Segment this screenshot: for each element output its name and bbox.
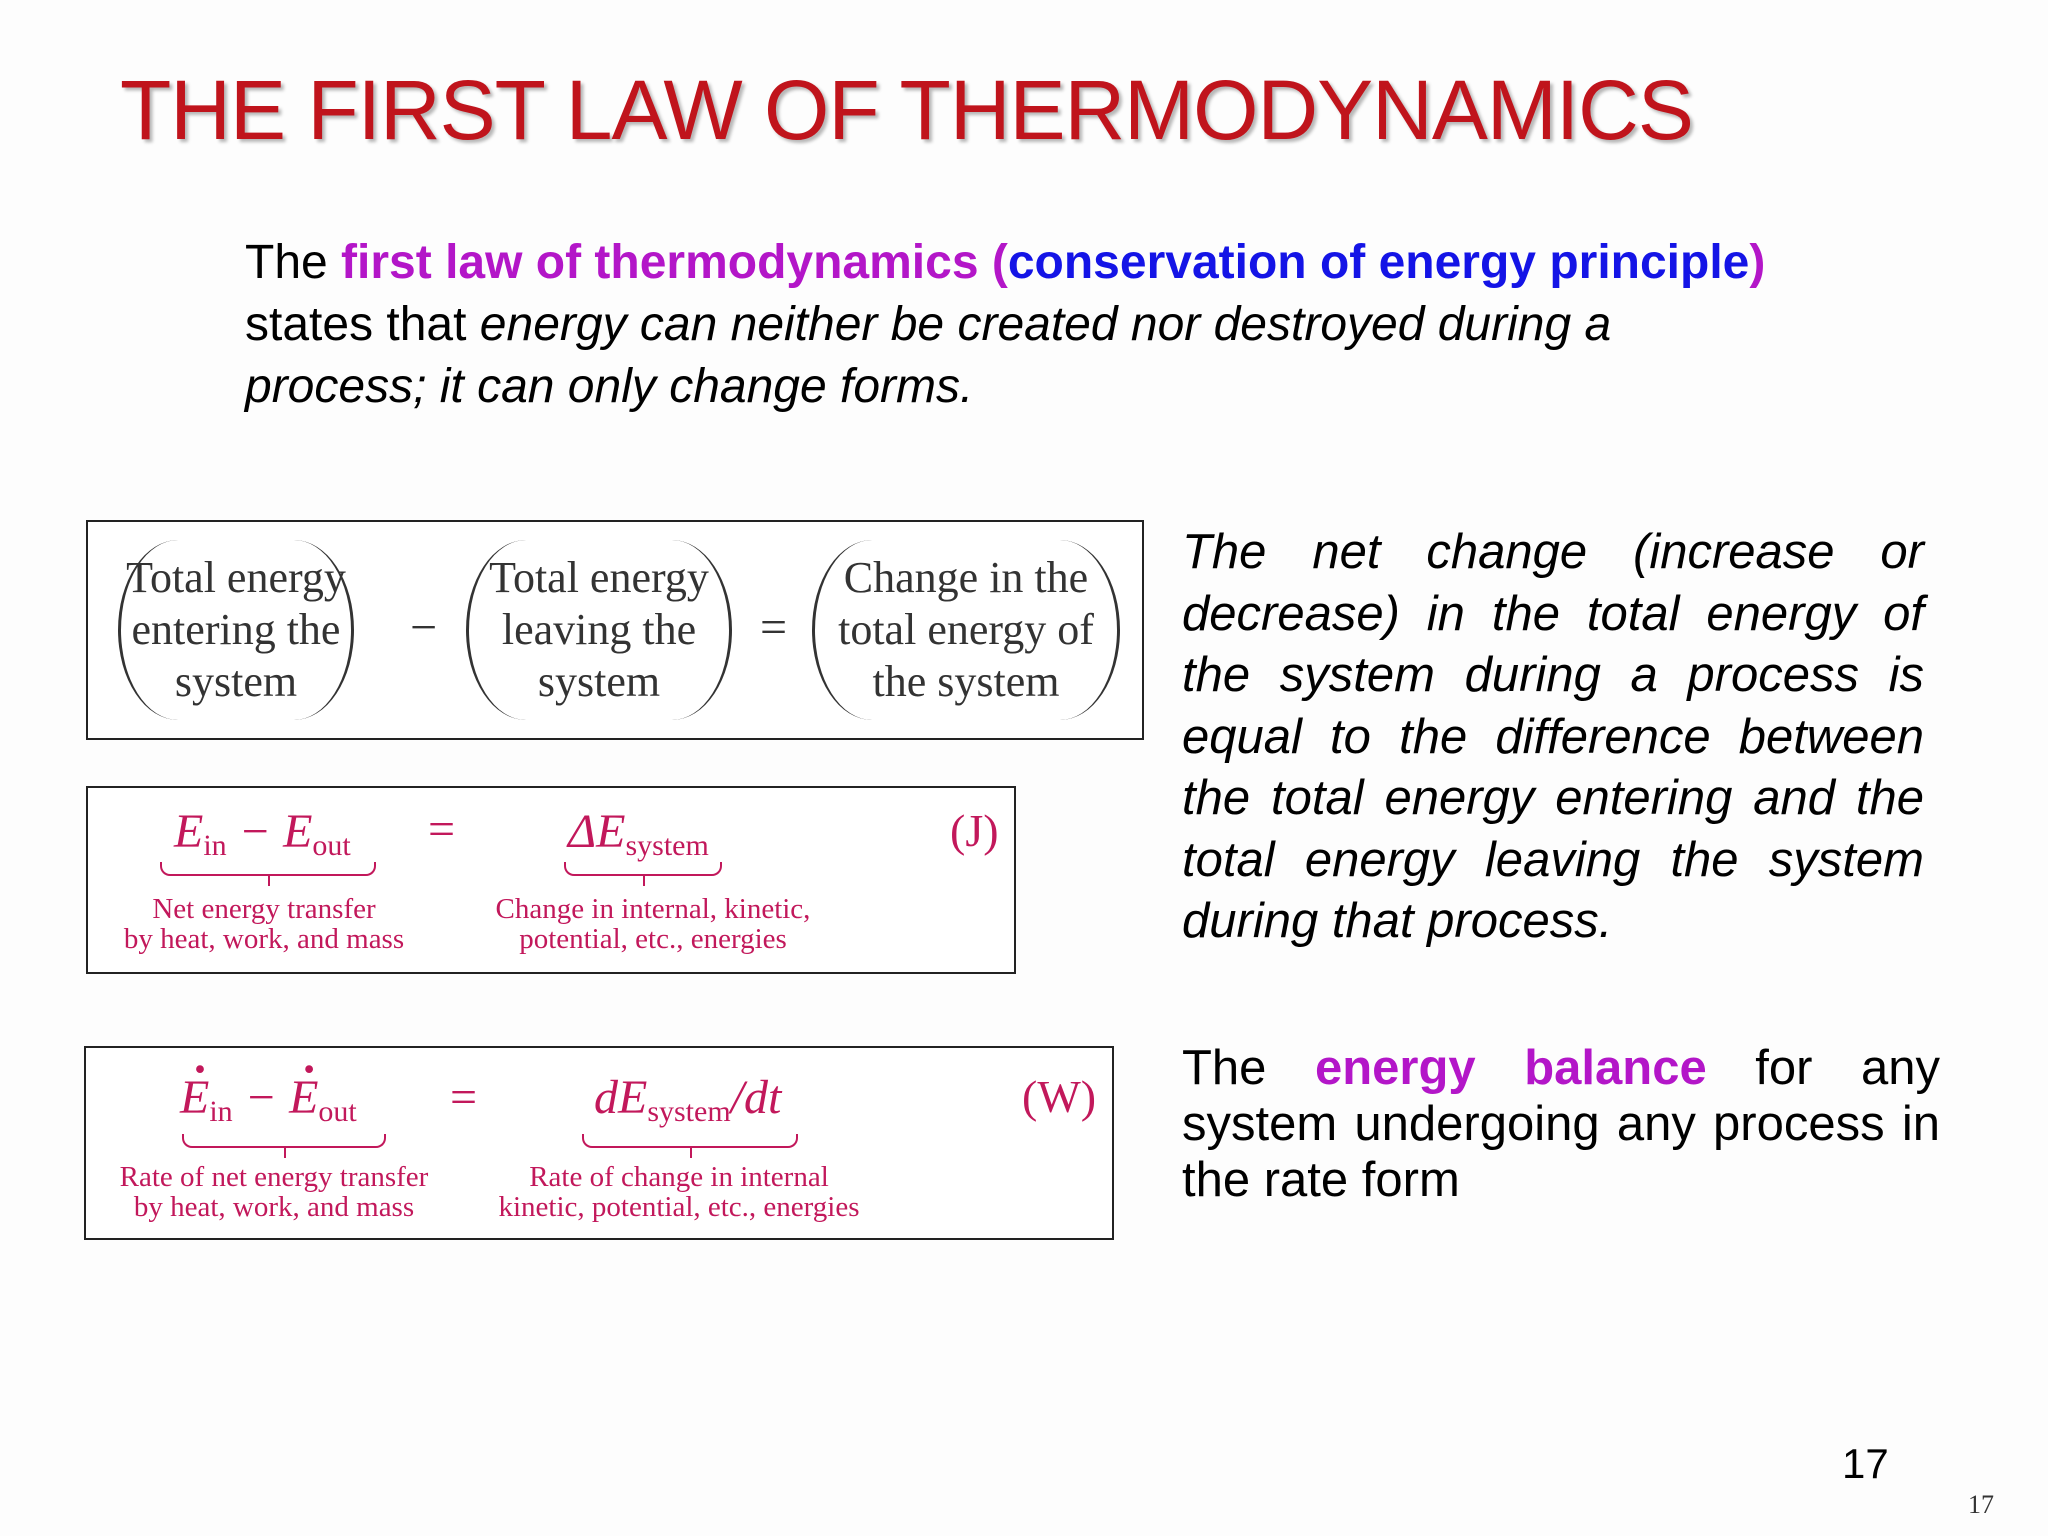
in-subscript: in: [203, 829, 227, 862]
balance-term: energy balance: [1314, 1041, 1707, 1095]
caption-right-line1: Change in internal, kinetic,: [495, 893, 811, 925]
caption-energy-change: [468, 894, 838, 954]
out-subscript: out: [312, 829, 351, 862]
intro-close-paren: ): [1749, 236, 1766, 289]
caption-left-line2: by heat, work, and mass: [123, 923, 405, 955]
delta-e: ΔE: [568, 805, 626, 858]
energy-equation-box: [86, 786, 1016, 974]
system-subscript: system: [625, 829, 709, 862]
intro-alt-term-2: principle: [1549, 236, 1750, 289]
minus-e-out: − E: [226, 805, 313, 858]
term2-line3: system: [537, 657, 661, 706]
intro-term: first law of thermodynamics (: [341, 236, 1008, 289]
intro-alt-term-1: conservation of energy: [1007, 236, 1536, 289]
term1-line3: system: [174, 657, 298, 706]
caption-right-line1: Rate of change in internal: [529, 1161, 829, 1193]
e-symbol: E: [174, 805, 204, 858]
rate-rhs: [594, 1070, 781, 1129]
term3-line1: Change in the: [843, 553, 1089, 602]
energy-balance-text: [1182, 1040, 1940, 1208]
energy-lhs: [174, 804, 351, 863]
in-subscript: in: [209, 1095, 233, 1128]
page-number: 17: [1842, 1440, 1889, 1487]
page-number-small: 17: [1968, 1490, 1994, 1519]
out-subscript: out: [318, 1095, 357, 1128]
brace-right: [564, 862, 722, 876]
brace-left: [182, 1134, 386, 1148]
caption-rate-transfer: [106, 1162, 442, 1222]
term1-line2: entering the: [131, 605, 341, 654]
intro-the: The: [245, 236, 342, 289]
energy-rhs: [568, 804, 709, 863]
e-dot-symbol-2: · E: [289, 1070, 318, 1125]
term-energy-change: [812, 540, 1120, 720]
balance-before: The: [1182, 1041, 1315, 1095]
minus-sign: −: [410, 601, 438, 654]
brace-right: [582, 1134, 798, 1148]
rate-equation-box: [84, 1046, 1114, 1240]
unit-watt: (W): [1022, 1071, 1097, 1122]
caption-left-line1: Rate of net energy transfer: [119, 1161, 429, 1193]
minus: −: [232, 1071, 290, 1124]
caption-net-transfer: [116, 894, 412, 954]
slide-title: THE FIRST LAW OF THERMODYNAMICS: [120, 63, 1693, 157]
word-equation-box: [86, 520, 1144, 740]
term1-line1: Total energy: [126, 553, 346, 602]
caption-rate-change: [484, 1162, 874, 1222]
caption-right-line2: kinetic, potential, etc., energies: [498, 1191, 860, 1223]
rate-equals: =: [450, 1071, 478, 1124]
term3-line3: the system: [872, 657, 1060, 706]
term2-line2: leaving the: [501, 605, 697, 654]
intro-states: states that: [245, 298, 480, 351]
e-dot-symbol: · E: [180, 1070, 209, 1125]
caption-right-line2: potential, etc., energies: [519, 923, 787, 955]
caption-left-line2: by heat, work, and mass: [133, 1191, 415, 1223]
term3-line2: total energy of: [838, 605, 1094, 654]
system-subscript: system: [647, 1095, 731, 1128]
term-energy-leaving: [466, 540, 732, 720]
balance-after: for any system undergoing any process in the rate form: [1182, 1041, 1940, 1207]
caption-left-line1: Net energy transfer: [152, 893, 376, 925]
d-e: dE: [594, 1071, 648, 1124]
equals-sign: =: [760, 601, 788, 654]
intro-paragraph: [245, 232, 1805, 418]
unit-joule: (J): [950, 805, 999, 856]
intro-statement: energy can neither be created nor destroyed during a process; it can only change forms.: [245, 298, 1612, 413]
rate-lhs: [180, 1070, 357, 1129]
energy-equals: =: [428, 803, 456, 856]
brace-left: [160, 862, 376, 876]
term-energy-entering: [118, 540, 354, 720]
over-dt: /dt: [730, 1071, 782, 1124]
term2-line1: Total energy: [489, 553, 709, 602]
net-change-description: The net change (increase or decrease) in the total energy of the system during a process is equal to the difference between the total energy entering and the total energy leaving the system during that process.: [1182, 525, 1924, 948]
